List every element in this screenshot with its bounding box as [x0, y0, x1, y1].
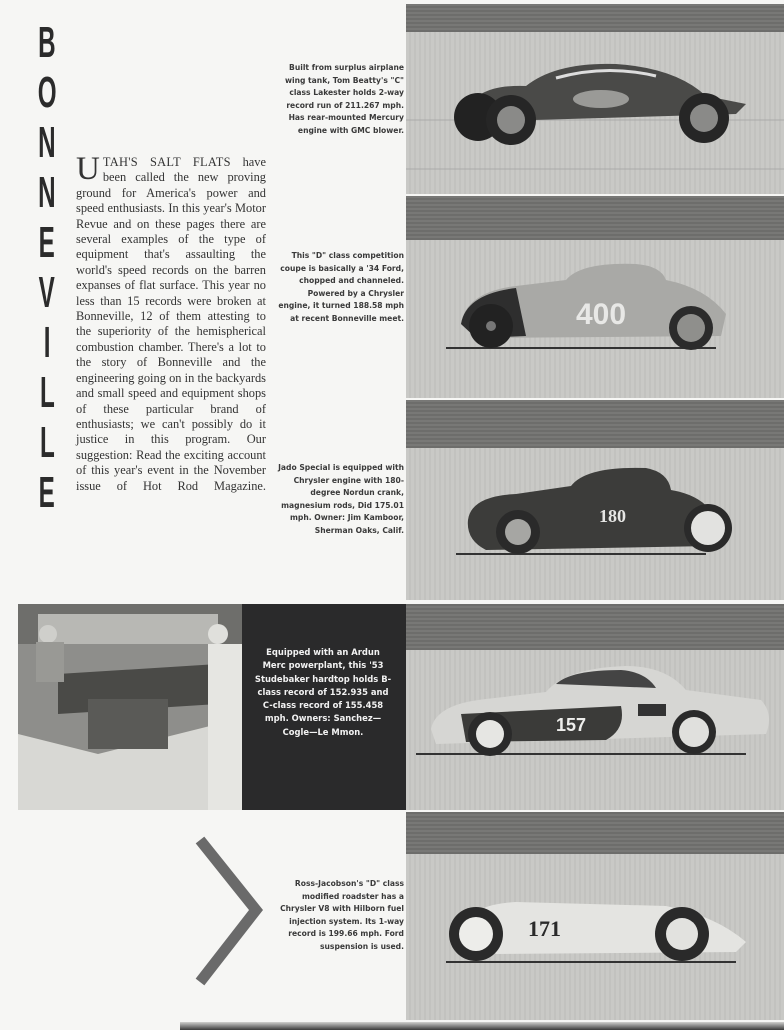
title-letter: O	[37, 68, 57, 117]
intro-paragraph	[76, 151, 266, 494]
drop-cap: U	[76, 151, 100, 187]
car-number: 157	[556, 715, 587, 735]
caption-jado-special: Jado Special is equipped with Chrysler engine with 180-degree Nordun crank, magnesium rods, Did 175.01 mph. Owner: Jim Kamboor, Sherman Oaks, Calif.	[278, 463, 404, 535]
photo-competition-coupe	[406, 196, 784, 398]
car-number: 171	[528, 916, 561, 941]
title-letter: E	[38, 468, 56, 517]
title-letter: N	[38, 168, 56, 217]
title-letter: E	[38, 218, 56, 267]
caption-lakester: Built from surplus airplane wing tank, Tom Beatty's "C" class Lakester holds 2-way record run of 211.267 mph. Has rear-mounted Mercury engine with GMC blower.	[284, 63, 404, 135]
title-letter: B	[38, 18, 56, 67]
jado-special-car-illustration	[406, 400, 784, 600]
title-letter: L	[39, 418, 55, 467]
pit-crew-illustration	[18, 604, 242, 810]
roadster-car-illustration	[406, 812, 784, 1020]
intro-text: have been called the new proving ground for America's power and speed enthusiasts. In this year's Motor Revue and on these pages there are several examples of the type of equipment that's assaulting the world's speed records on the barren expanses of flat surface. This year no less than 15 records were broken at Bonneville, 12 of them attesting to the superiority of the hemispherical combustion chamber. There's a lot to the story of Bonneville and the engineering going on in the backyards and small speed and equipment shops of these particular brand of enthusiasts; we can't possibly do it justice in this program. Our suggestion: Read the exciting account of this year's event in the November issue of Hot Rod Magazine.	[76, 155, 266, 493]
car-number: 180	[599, 506, 626, 526]
photo-engine-pit	[18, 604, 242, 810]
car-number: 400	[576, 298, 627, 331]
photo-studebaker	[406, 604, 784, 810]
lakester-car-illustration	[406, 4, 784, 194]
photo-jado-special	[406, 400, 784, 600]
photo-lakester	[406, 4, 784, 194]
studebaker-car-illustration	[406, 604, 784, 810]
photo-modified-roadster	[406, 812, 784, 1020]
intro-lead: TAH'S SALT FLATS	[102, 155, 231, 169]
caption-studebaker: Equipped with an Ardun Merc powerplant, this '53 Studebaker hardtop holds B-class record of 152.935 and C-class record of 155.458 mph. Owners: Sanchez—Cogle—Le Mmon.	[254, 647, 392, 737]
chevron-right-icon	[194, 836, 264, 986]
title-letter: I	[43, 318, 51, 367]
title-letter: V	[38, 268, 56, 317]
title-letter: L	[39, 368, 55, 417]
caption-competition-coupe: This "D" class competition coupe is basically a '34 Ford, chopped and channeled. Powered by a Chrysler engine, it turned 188.58 mph at recent Bonneville meet.	[278, 251, 404, 323]
page-title-bonneville	[36, 18, 58, 518]
coupe-car-illustration	[406, 196, 784, 398]
title-letter: N	[38, 118, 56, 167]
caption-modified-roadster: Ross-Jacobson's "D" class modified roadster has a Chrysler V8 with Hilborn fuel injection system. Its 1-way record is 199.66 mph. Ford suspension is used.	[280, 879, 404, 951]
page-bottom-edge	[180, 1022, 784, 1030]
